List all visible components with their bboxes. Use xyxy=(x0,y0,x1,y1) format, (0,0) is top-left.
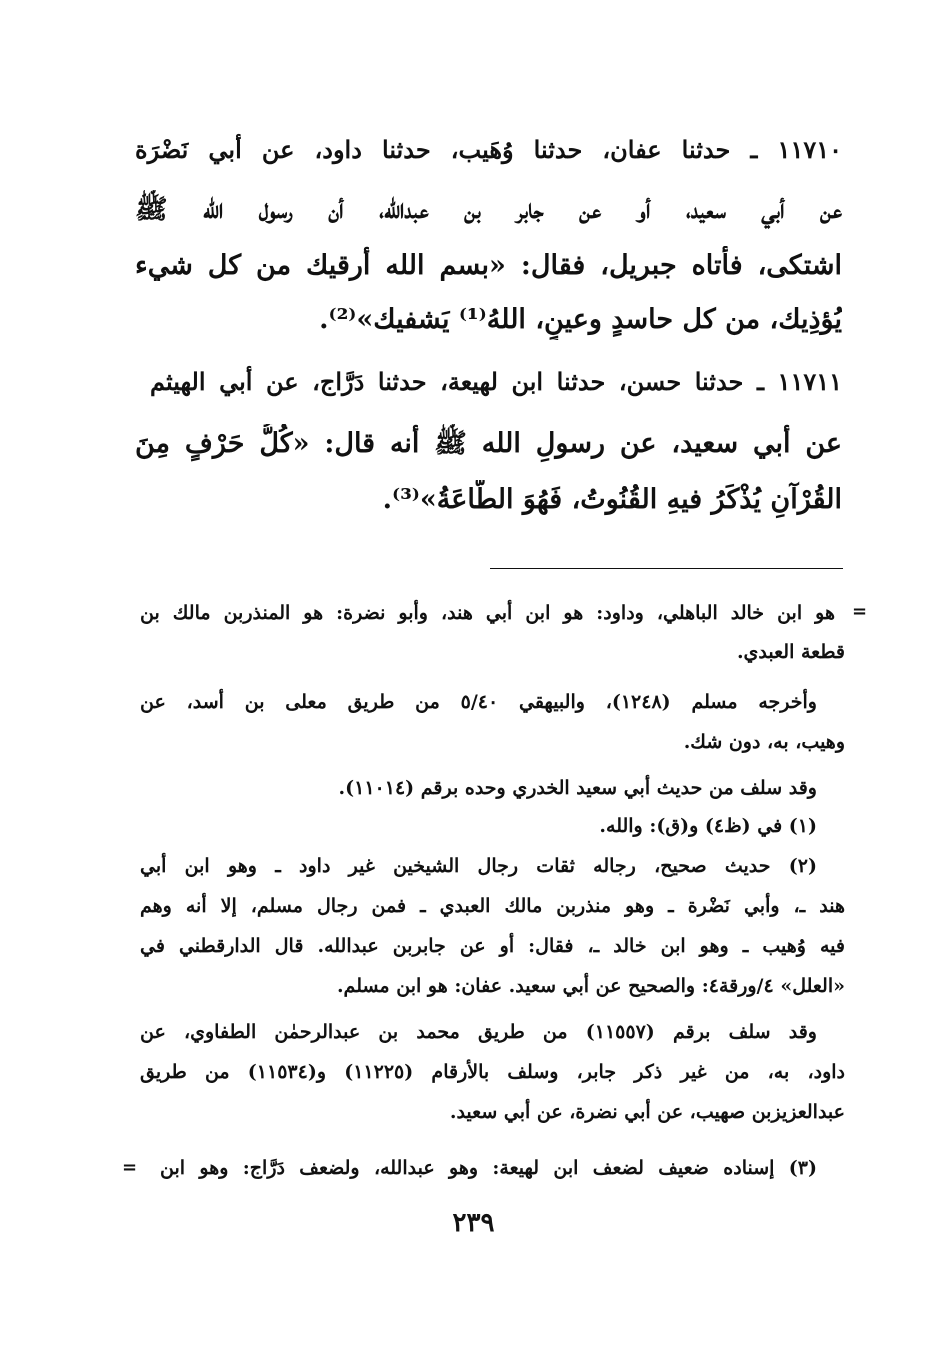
footnote-2-line-1: (٢) حديث صحيح، رجاله ثقات رجال الشيخين غير داود ـ وهو ابن أبي xyxy=(140,855,817,877)
footnote-2-line-3: فيه وُهيب ـ وهو ابن خالد ـ، فقال: أو عن جابربن عبدالله. قال الدارقطني في xyxy=(140,935,845,957)
footnote-2-line-2: هند ـ، وأبي نَضْرة ـ وهو منذربن مالك العبدي ـ فمن رجال مسلم، إلا أنه وهم xyxy=(140,895,845,917)
hadith-11710-line-4: يُؤذِيك، من كل حاسدٍ وعينٍ، اللهُ⁽¹⁾ يَشفيك»⁽²⁾. xyxy=(319,304,842,335)
page-number: ٢٣٩ xyxy=(452,1208,495,1238)
footnote-salaf: وقد سلف من حديث أبي سعيد الخدري وحده برقم (١١٠١٤). xyxy=(338,777,817,799)
continuation-marker: = xyxy=(852,601,868,622)
footnote-3: (٣) إسناده ضعيف لضعف ابن لهيعة: وهو عبدالله، ولضعف دَرَّاج: وهو ابن xyxy=(160,1157,817,1179)
footnote-2-salaf-line-2: داود، به، من غير ذكر جابر، وسلف بالأرقام (١١٢٢٥) و(١١٥٣٤) من طريق xyxy=(140,1061,845,1083)
footnote-takhrij-line-1: وأخرجه مسلم (١٢٤٨)، والبيهقي ٥/٤٠ من طريق معلى بن أسد، عن xyxy=(140,691,817,713)
hadith-11710-line-1: ١١٧١٠ ـ حدثنا عفان، حدثنا وُهَيب، حدثنا داود، عن أبي نَضْرَة xyxy=(135,135,842,164)
footnote-takhrij-line-2: وهيب، به، دون شك. xyxy=(683,731,845,753)
footnote-intro-line-1: هو ابن خالد الباهلي، وداود: هو ابن أبي هند، وأبو نضرة: هو المنذربن مالك بن xyxy=(140,602,835,624)
footnote-intro-line-2: قطعة العبدي. xyxy=(736,641,845,663)
footnote-1: (١) في (ظ٤) و(ق): والله. xyxy=(599,815,817,837)
footnote-2-line-4: «العلل» ٤/ورقة٤: والصحيح عن أبي سعيد. عفان: هو ابن مسلم. xyxy=(336,975,845,997)
hadith-11710-line-2: عن أبي سعيد، أو عن جابر بن عبدالله، أن رسول الله ﷺ xyxy=(135,194,842,225)
hadith-11710-line-3: اشتكى، فأتاه جبريل، فقال: «بسم الله أرقيك من كل شيء xyxy=(135,250,842,281)
footnote-2-salaf-line-1: وقد سلف برقم (١١٥٥٧) من طريق محمد بن عبدالرحمٰن الطفاوي، عن xyxy=(140,1021,817,1043)
hadith-11711-line-2: عن أبي سعيد، عن رسولِ الله ﷺ أنه قال: «كُلُّ حَرْفٍ مِنَ xyxy=(135,428,842,459)
hadith-11711-line-3: القُرْآنِ يُذْكَرُ فيهِ القُنُوتُ، فَهُوَ الطَّاعَةُ»⁽³⁾. xyxy=(382,484,842,515)
footnote-separator xyxy=(490,568,843,569)
footnote-2-salaf-line-3: عبدالعزيزبن صهيب، عن أبي نضرة، عن أبي سعيد. xyxy=(449,1101,845,1123)
footnote-3-continuation-marker: = xyxy=(122,1157,138,1178)
hadith-11711-line-1: ١١٧١١ ـ حدثنا حسن، حدثنا ابن لهيعة، حدثنا دَرَّاج، عن أبي الهيثم xyxy=(150,367,842,396)
